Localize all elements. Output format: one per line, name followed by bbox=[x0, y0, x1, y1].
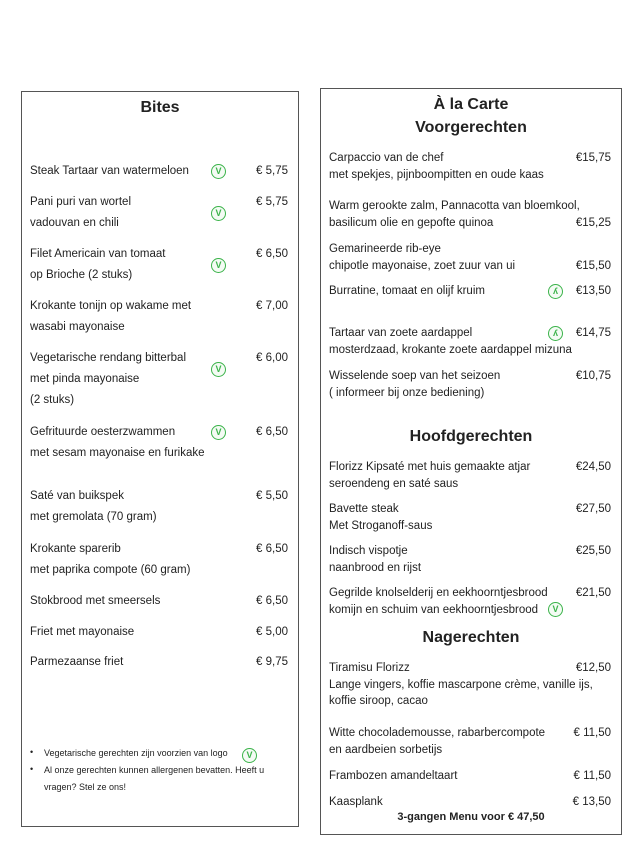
menu-item-line: Tiramisu Florizz bbox=[329, 662, 410, 674]
vegan-icon: ʎ bbox=[548, 284, 563, 299]
menu-item-price: € 5,50 bbox=[256, 490, 288, 502]
menu-item-line: (2 stuks) bbox=[30, 394, 75, 406]
menu-item-line: seroendeng en saté saus bbox=[329, 477, 459, 490]
menu-item-line: met pinda mayonaise bbox=[30, 373, 140, 385]
menu-item-price: €13,50 bbox=[575, 285, 611, 297]
menu-item-line: Gegrilde knolselderij en eekhoorntjesbrood bbox=[329, 587, 548, 599]
menu-item-line: Friet met mayonaise bbox=[30, 626, 135, 638]
menu-item-line: Gemarineerde rib-eye bbox=[329, 243, 441, 255]
menu-item-price: €14,75 bbox=[575, 327, 611, 339]
menu-item-line: Filet Americain van tomaat bbox=[30, 248, 166, 260]
menu-item-line: Florizz Kipsaté met huis gemaakte atjar bbox=[329, 461, 531, 473]
voorgerechten-title: Voorgerechten bbox=[415, 119, 527, 136]
vegetarian-icon: V bbox=[211, 362, 226, 377]
vegetarian-icon: V bbox=[211, 258, 226, 273]
a-la-carte-panel bbox=[320, 88, 622, 835]
menu-item-line: Frambozen amandeltaart bbox=[329, 770, 458, 782]
menu-item-line: Gefrituurde oesterzwammen bbox=[30, 426, 176, 438]
menu-item-line: Witte chocolademousse, rabarbercompote bbox=[329, 727, 546, 739]
menu-item-price: € 6,00 bbox=[256, 352, 288, 364]
menu-item-line: met sesam mayonaise en furikake bbox=[30, 447, 205, 459]
menu-item-line: Steak Tartaar van watermeloen bbox=[30, 165, 189, 177]
hoofdgerechten-title: Hoofdgerechten bbox=[409, 428, 533, 445]
vegetarian-logo-icon: V bbox=[242, 748, 257, 763]
menu-item-line: Met Stroganoff-saus bbox=[329, 519, 433, 532]
menu-item-line: Pani puri van wortel bbox=[30, 196, 131, 208]
menu-item-line: naanbrood en rijst bbox=[329, 561, 422, 574]
menu-item-line: mosterdzaad, krokante zoete aardappel mizuna bbox=[329, 343, 572, 356]
vegetarian-icon: V bbox=[211, 425, 226, 440]
menu-item-line: Saté van buikspek bbox=[30, 490, 124, 502]
nagerechten-title: Nagerechten bbox=[422, 629, 520, 646]
menu-item-line: Warm gerookte zalm, Pannacotta van bloemkool, bbox=[329, 200, 580, 212]
menu-item-price: € 6,50 bbox=[256, 543, 288, 555]
vegetarian-icon: V bbox=[211, 164, 226, 179]
menu-item-line: Parmezaanse friet bbox=[30, 656, 124, 668]
menu-item-line: basilicum olie en gepofte quinoa bbox=[329, 216, 494, 229]
menu-item-price: € 6,50 bbox=[256, 426, 288, 438]
menu-item-line: koffie siroop, cacao bbox=[329, 695, 428, 707]
menu-item-price: €10,75 bbox=[575, 370, 611, 382]
note-vegetarian: Vegetarische gerechten zijn voorzien van logo bbox=[44, 748, 228, 758]
vegetarian-icon: V bbox=[548, 602, 563, 617]
menu-item-line: Wisselende soep van het seizoen bbox=[329, 370, 501, 382]
menu-item-price: € 7,00 bbox=[256, 300, 288, 312]
menu-item-line: ( informeer bij onze bediening) bbox=[329, 386, 485, 399]
menu-item-price: € 13,50 bbox=[572, 796, 611, 808]
menu-item-line: Stokbrood met smeersels bbox=[30, 595, 161, 607]
menu-item-line: chipotle mayonaise, zoet zuur van ui bbox=[329, 259, 516, 272]
menu-item-price: € 6,50 bbox=[256, 248, 288, 260]
bites-panel: Bites Steak Tartaar van watermeloen € 5,75 V Pani puri van wortel vadouvan en chili € 5,75 V Filet Americain van tomaat op Brioche (2 stuks) € 6,50 V Krokante tonijn op wakame met wasabi mayonaise € 7,00 Vegetarische rendang bitterbal met pinda mayonaise (2 stuks) € 6,00 V Gefrituurde oesterzwammen met sesam mayonaise en furikake € 6,50 V Saté van buikspek met gremolata (70 gram) € 5,50 Krokante sparerib met paprika compote (60 gram) € 6,50 Stokbrood met smeersels € 6,50 Friet met mayonaise € 5,00 Parmezaanse friet € 9,75 • Vegetarische gerechten zijn voorzien van logo V • Al onze gerechten kunnen allergenen bevatten. Heeft u vragen? Stel ze ons! bbox=[21, 91, 299, 827]
menu-item-price: €15,25 bbox=[575, 216, 611, 229]
menu-item-line: met gremolata (70 gram) bbox=[30, 511, 157, 523]
menu-item-price: € 11,50 bbox=[573, 727, 611, 739]
menu-item-line: Bavette steak bbox=[329, 503, 399, 515]
menu-item-price: € 11,50 bbox=[573, 770, 611, 782]
menu-item-line: op Brioche (2 stuks) bbox=[30, 269, 133, 281]
note-allergens-2: vragen? Stel ze ons! bbox=[44, 782, 127, 792]
bites-title: Bites bbox=[140, 99, 180, 116]
menu-item-line: komijn en schuim van eekhoorntjesbrood bbox=[329, 603, 539, 616]
menu-item-price: €24,50 bbox=[575, 461, 611, 473]
menu-item-price: € 9,75 bbox=[256, 656, 288, 668]
vegetarian-icon: V bbox=[211, 206, 226, 221]
note-allergens: Al onze gerechten kunnen allergenen bevatten. Heeft u bbox=[44, 765, 265, 775]
menu-item-line: wasabi mayonaise bbox=[30, 321, 125, 333]
menu-item-line: Kaasplank bbox=[329, 796, 383, 808]
menu-item-line: Krokante sparerib bbox=[30, 543, 121, 555]
menu-item-line: en aardbeien sorbetijs bbox=[329, 743, 443, 756]
menu-item-price: €27,50 bbox=[575, 503, 611, 515]
menu-item-line: Lange vingers, koffie mascarpone crème, vanille ijs, bbox=[329, 678, 593, 691]
menu-item-price: €25,50 bbox=[575, 545, 611, 557]
menu-item-price: €21,50 bbox=[575, 587, 611, 599]
menu-item-price: € 5,00 bbox=[256, 626, 288, 638]
vegan-icon: ʎ bbox=[548, 326, 563, 341]
menu-item-price: €15,50 bbox=[575, 259, 611, 272]
menu-item-price: €12,50 bbox=[575, 662, 611, 674]
menu-item-line: vadouvan en chili bbox=[30, 217, 119, 229]
menu-item-line: met paprika compote (60 gram) bbox=[30, 564, 191, 576]
menu-item-line: Vegetarische rendang bitterbal bbox=[30, 352, 186, 364]
menu-item-line: Carpaccio van de chef bbox=[329, 152, 444, 164]
menu-item-price: € 6,50 bbox=[256, 595, 288, 607]
menu-item-line: Indisch vispotje bbox=[329, 545, 408, 557]
menu-item-price: € 5,75 bbox=[256, 165, 288, 177]
menu-item-line: Burratine, tomaat en olijf kruim bbox=[329, 285, 485, 297]
three-course-menu: 3-gangen Menu voor € 47,50 bbox=[397, 811, 545, 823]
menu-item-line: Tartaar van zoete aardappel bbox=[329, 327, 473, 339]
menu-item-price: € 5,75 bbox=[256, 196, 288, 208]
menu-item-line: met spekjes, pijnboompitten en oude kaas bbox=[329, 168, 544, 181]
menu-item-price: €15,75 bbox=[575, 152, 611, 164]
menu-item-line: Krokante tonijn op wakame met bbox=[30, 300, 192, 312]
carte-title: À la Carte bbox=[433, 96, 509, 113]
